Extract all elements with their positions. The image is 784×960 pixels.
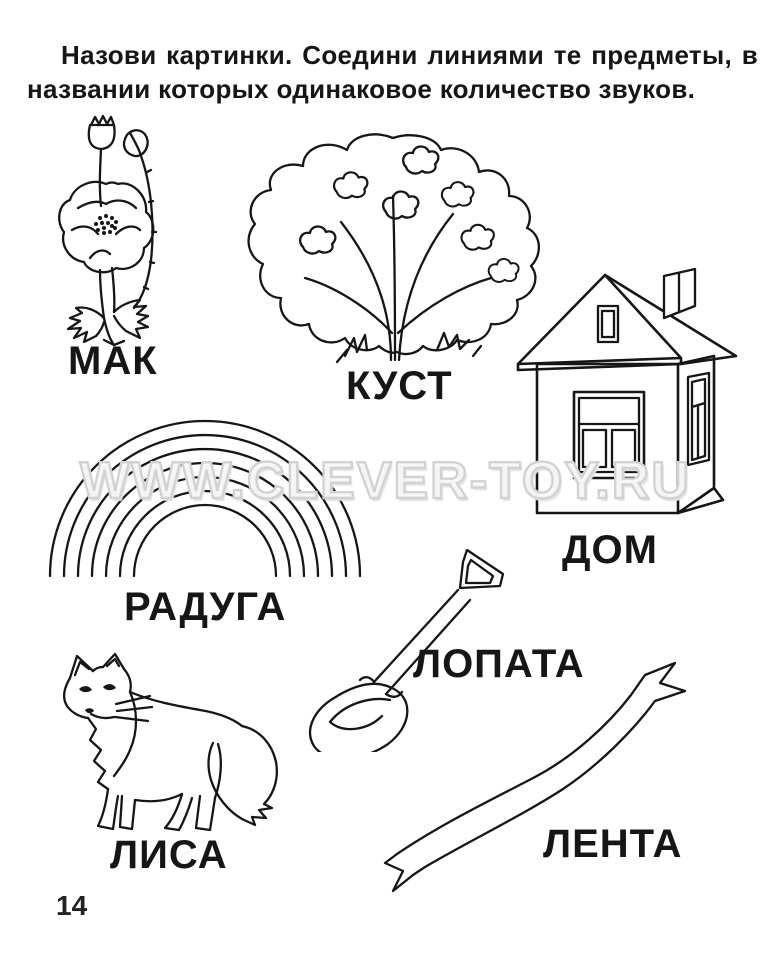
item-label-rainbow: РАДУГА (124, 585, 287, 629)
house-figure (512, 260, 744, 518)
bush-illustration (245, 128, 545, 368)
instruction-text (27, 38, 758, 106)
fox-figure (58, 648, 288, 834)
watermark-text: WWW.CLEVER-TOY.RU (80, 452, 691, 510)
item-label-poppy: МАК (68, 339, 158, 383)
item-label-shovel: ЛОПАТА (413, 642, 585, 686)
item-label-house: ДОМ (562, 528, 658, 572)
page-number: 14 (56, 890, 88, 921)
poppy-illustration (54, 112, 179, 350)
bush-figure (245, 128, 545, 368)
item-label-bush: КУСТ (346, 364, 453, 408)
item-label-ribbon: ЛЕНТА (543, 822, 683, 866)
house-illustration (512, 260, 744, 518)
item-label-fox: ЛИСА (110, 833, 228, 877)
instruction-line-2: названии которых одинаковое количество звуков. (27, 74, 696, 104)
fox-illustration (58, 648, 288, 834)
poppy-figure (54, 112, 179, 350)
instruction-line-1: Назови картинки. Соедини линиями те предметы, в (61, 40, 758, 70)
